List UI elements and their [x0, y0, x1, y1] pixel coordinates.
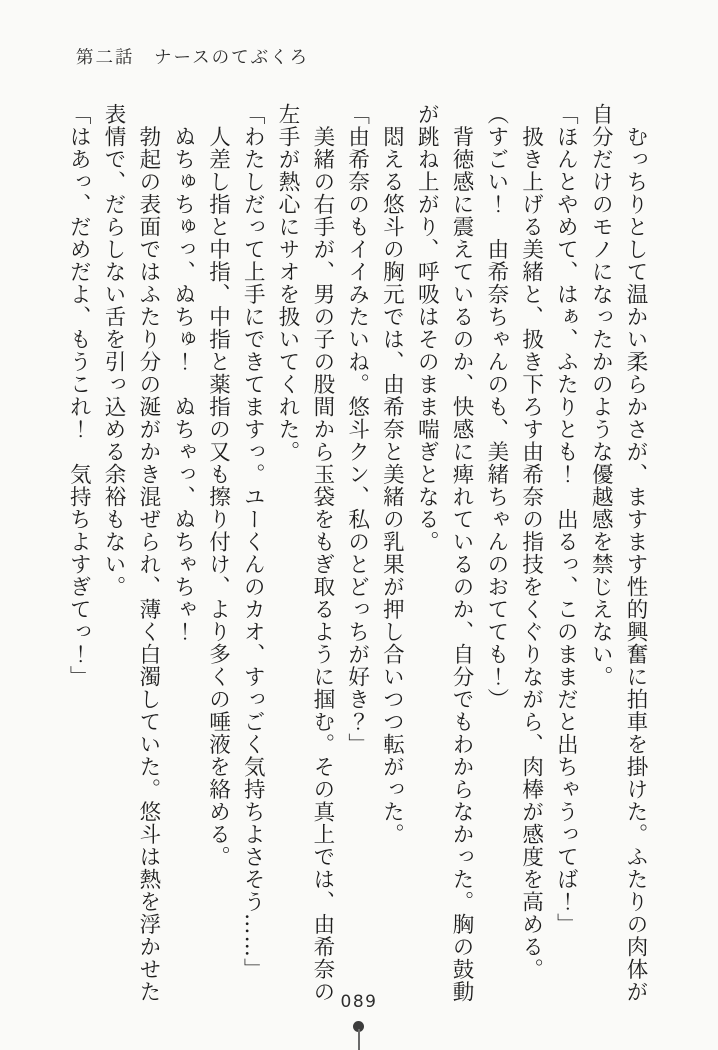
text-column-11: 左手が熱心にサオを扱いてくれた。: [275, 103, 301, 463]
text-column-05: （すごい！ 由希奈ちゃんのも、美緒ちゃんのおてても！）: [483, 103, 509, 711]
text-column-03: 「ほんとやめて、はぁ、ふたりとも！ 出るっ、このままだと出ちゃうってば！」: [553, 103, 579, 936]
text-column-02: 自分だけのモノになったかのような優越感を禁じえない。: [588, 103, 614, 688]
text-column-16: 表情で、だらしない舌を引っ込める余裕もない。: [101, 103, 127, 598]
text-column-10: 美緒の右手が、男の子の股間から玉袋をもぎ取るように掴む。その真上では、由希奈の: [309, 103, 335, 1003]
text-column-01: むっちりとして温かい柔らかさが、ますます性的興奮に拍車を掛けた。ふたりの肉体が: [623, 103, 648, 1003]
text-column-13: 人差し指と中指、中指と薬指の又も擦り付け、より多くの唾液を絡める。: [205, 103, 231, 868]
text-column-14: ぬちゅちゅっ、ぬちゅ！ ぬちゃっ、ぬちゃちゃ！: [170, 103, 196, 643]
text-column-07: が跳ね上がり、呼吸はそのまま喘ぎとなる。: [414, 103, 440, 553]
text-column-17: 「はあっ、だめだよ、もうこれ！ 気持ちよすぎてっ！」: [66, 103, 92, 688]
chapter-header: 第二話 ナースのてぶくろ: [76, 48, 310, 68]
page-marker-stem: [358, 1029, 361, 1050]
body-text: [60, 103, 652, 1023]
text-column-09: 「由希奈のもイイみたいね。悠斗クン、私のとどっちが好き？」: [344, 103, 370, 756]
text-column-15: 勃起の表面ではふたり分の涎がかき混ぜられ、薄く白濁していた。悠斗は熱を浮かせた: [135, 103, 161, 1003]
text-column-12: 「わたしだって上手にできてますっ。ユーくんのカオ、すっごく気持ちよさそう……」: [240, 103, 266, 981]
page-number: 089: [340, 992, 378, 1012]
text-column-04: 扱き上げる美緒と、扱き下ろす由希奈の指技をくぐりながら、肉棒が感度を高める。: [518, 103, 544, 981]
text-column-08: 悶える悠斗の胸元では、由希奈と美緒の乳果が押し合いつつ転がった。: [379, 103, 405, 846]
text-column-06: 背徳感に震えているのか、快感に痺れているのか、自分でもわからなかった。胸の鼓動: [449, 103, 475, 1003]
